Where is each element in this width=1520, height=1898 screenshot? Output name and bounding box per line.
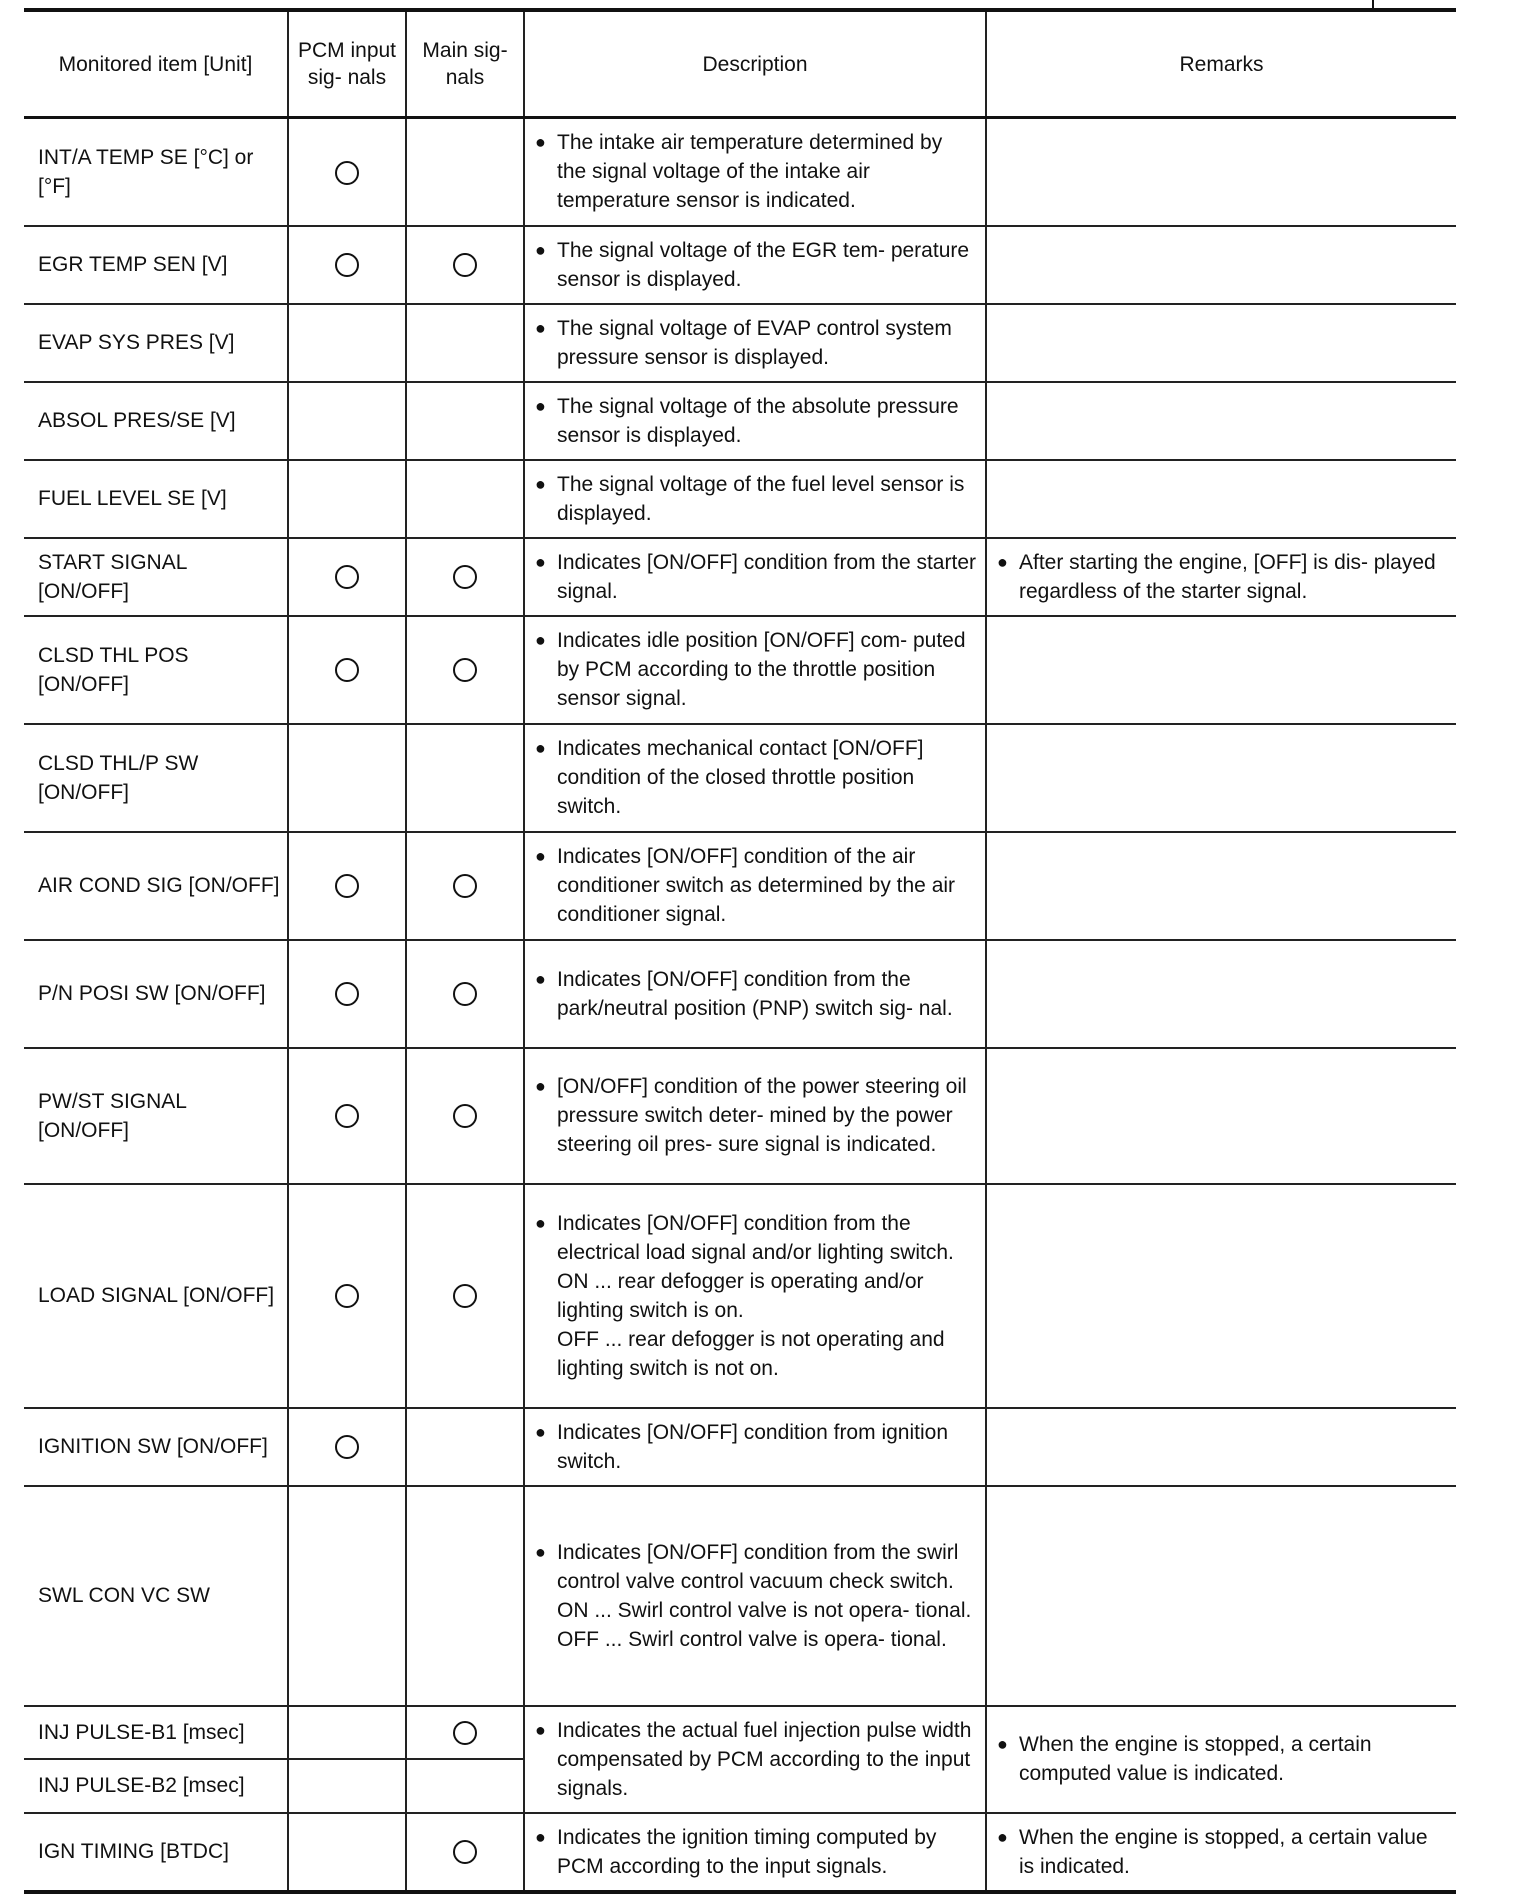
table-row xyxy=(24,832,1456,940)
table-row xyxy=(24,118,1456,226)
bullet-icon: ● xyxy=(535,1826,546,1847)
description-cell xyxy=(524,118,986,226)
monitored-item-cell: FUEL LEVEL SE [V] xyxy=(24,460,288,538)
remarks-cell xyxy=(986,1184,1456,1408)
remarks-cell xyxy=(986,1048,1456,1184)
bullet-text-block xyxy=(557,1538,977,1654)
header-main-signals: Main sig- nals xyxy=(406,12,524,118)
bullet-text: The signal voltage of the EGR tem- perature sensor is displayed. xyxy=(557,238,970,291)
monitored-item-cell: EVAP SYS PRES [V] xyxy=(24,304,288,382)
pcm-input-cell xyxy=(288,1706,406,1760)
main-signal-cell xyxy=(406,940,524,1048)
main-signal-cell xyxy=(406,382,524,460)
monitored-item-cell: START SIGNAL [ON/OFF] xyxy=(24,538,288,616)
main-signal-cell xyxy=(406,832,524,940)
pcm-input-cell xyxy=(288,616,406,724)
pcm-input-cell xyxy=(288,940,406,1048)
circle-mark-icon xyxy=(453,658,477,682)
bullet-text: Indicates the ignition timing computed by PCM according to the input signals. xyxy=(557,1825,937,1878)
bullet-icon: ● xyxy=(535,317,546,338)
bullet-text: Indicates [ON/OFF] condition from the electrical load signal and/or lighting switch. xyxy=(557,1211,954,1264)
circle-mark-icon xyxy=(453,1104,477,1128)
circle-mark-icon xyxy=(453,1840,477,1864)
circle-mark-icon xyxy=(335,1284,359,1308)
table-row xyxy=(24,1486,1456,1706)
monitored-item-cell: INJ PULSE-B1 [msec] xyxy=(24,1706,288,1760)
monitored-item-cell: P/N POSI SW [ON/OFF] xyxy=(24,940,288,1048)
remarks-cell xyxy=(986,940,1456,1048)
bullet-item xyxy=(535,548,977,606)
bullet-icon: ● xyxy=(535,1719,546,1740)
pcm-input-cell xyxy=(288,832,406,940)
description-cell xyxy=(524,1048,986,1184)
pcm-input-cell xyxy=(288,460,406,538)
monitored-item-cell: ABSOL PRES/SE [V] xyxy=(24,382,288,460)
bullet-text-block xyxy=(557,842,977,929)
main-signal-cell xyxy=(406,1048,524,1184)
bullet-icon: ● xyxy=(535,1212,546,1233)
circle-mark-icon xyxy=(453,1284,477,1308)
description-line: OFF ... rear defogger is not operating and lighting switch is not on. xyxy=(557,1327,945,1380)
bullet-text-block xyxy=(1019,1730,1448,1788)
circle-mark-icon xyxy=(453,253,477,277)
monitored-item-cell: EGR TEMP SEN [V] xyxy=(24,226,288,304)
description-cell xyxy=(524,1486,986,1706)
description-cell xyxy=(524,940,986,1048)
table-row xyxy=(24,1813,1456,1892)
bullet-text-block xyxy=(557,965,977,1023)
monitored-item-cell: LOAD SIGNAL [ON/OFF] xyxy=(24,1184,288,1408)
table-row xyxy=(24,1706,1456,1760)
remarks-cell xyxy=(986,1813,1456,1892)
monitored-item-cell: INJ PULSE-B2 [msec] xyxy=(24,1759,288,1813)
main-signal-cell xyxy=(406,1408,524,1486)
bullet-text-block xyxy=(557,734,977,821)
main-signal-cell xyxy=(406,1486,524,1706)
bullet-item xyxy=(535,470,977,528)
bullet-text-block xyxy=(557,392,977,450)
bullet-icon: ● xyxy=(535,1421,546,1442)
bullet-text-block xyxy=(557,128,977,215)
pcm-input-cell xyxy=(288,1813,406,1892)
description-cell xyxy=(524,724,986,832)
bullet-icon: ● xyxy=(535,738,546,758)
main-signal-cell xyxy=(406,304,524,382)
pcm-input-cell xyxy=(288,1486,406,1706)
monitored-item-cell: CLSD THL/P SW [ON/OFF] xyxy=(24,724,288,832)
bullet-icon: ● xyxy=(997,551,1008,572)
bullet-text-block xyxy=(1019,1823,1448,1881)
main-signal-cell xyxy=(406,616,524,724)
monitored-item-cell: AIR COND SIG [ON/OFF] xyxy=(24,832,288,940)
bullet-item xyxy=(997,1823,1448,1881)
bullet-text-block xyxy=(557,1209,977,1383)
bullet-icon: ● xyxy=(535,239,546,260)
description-line: ON ... Swirl control valve is not opera- tional. xyxy=(557,1598,972,1622)
circle-mark-icon xyxy=(335,982,359,1006)
bullet-text-block xyxy=(557,470,977,528)
bullet-text: [ON/OFF] condition of the power steering oil pressure switch deter- mined by the power steering oil pres- sure signal is indicated. xyxy=(557,1075,967,1156)
table-row xyxy=(24,940,1456,1048)
monitored-items-table xyxy=(24,12,1456,1894)
bullet-item xyxy=(535,1072,977,1159)
remarks-cell xyxy=(986,1486,1456,1706)
pcm-input-cell xyxy=(288,118,406,226)
main-signal-cell xyxy=(406,1706,524,1760)
pcm-input-cell xyxy=(288,382,406,460)
bullet-icon: ● xyxy=(535,473,546,494)
remarks-cell xyxy=(986,1706,1456,1813)
bullet-icon: ● xyxy=(535,1541,546,1562)
header-description: Description xyxy=(524,12,986,118)
description-cell xyxy=(524,538,986,616)
description-line: OFF ... Swirl control valve is opera- tional. xyxy=(557,1627,947,1651)
pcm-input-cell xyxy=(288,724,406,832)
bullet-text: The signal voltage of the absolute pressure sensor is displayed. xyxy=(557,394,959,447)
circle-mark-icon xyxy=(335,1104,359,1128)
monitored-item-cell: SWL CON VC SW xyxy=(24,1486,288,1706)
bullet-icon: ● xyxy=(997,1734,1008,1754)
bullet-text: The intake air temperature determined by the signal voltage of the intake air temperature sensor is indicated. xyxy=(557,131,943,213)
pcm-input-cell xyxy=(288,538,406,616)
circle-mark-icon xyxy=(335,874,359,898)
bullet-text-block xyxy=(557,548,977,606)
description-cell xyxy=(524,304,986,382)
description-line: ON ... rear defogger is operating and/or lighting switch is on. xyxy=(557,1269,924,1322)
remarks-cell xyxy=(986,118,1456,226)
description-cell xyxy=(524,226,986,304)
bullet-text: When the engine is stopped, a certain value is indicated. xyxy=(1019,1825,1428,1878)
table-row xyxy=(24,616,1456,724)
circle-mark-icon xyxy=(453,982,477,1006)
pcm-input-cell xyxy=(288,1759,406,1813)
bullet-icon: ● xyxy=(535,846,546,866)
table-row xyxy=(24,304,1456,382)
bullet-text-block xyxy=(557,314,977,372)
table-row xyxy=(24,1048,1456,1184)
pcm-input-cell xyxy=(288,1408,406,1486)
bullet-text: Indicates [ON/OFF] condition from the starter signal. xyxy=(557,550,976,603)
pcm-input-cell xyxy=(288,226,406,304)
bullet-text: Indicates the actual fuel injection pulse width compensated by PCM according to the input signals. xyxy=(557,1718,972,1800)
table-row xyxy=(24,538,1456,616)
monitored-item-cell: INT/A TEMP SE [°C] or [°F] xyxy=(24,118,288,226)
bullet-text-block xyxy=(557,626,977,713)
bullet-text: The signal voltage of the fuel level sensor is displayed. xyxy=(557,472,965,525)
bullet-icon: ● xyxy=(535,1076,546,1096)
header-monitored-item: Monitored item [Unit] xyxy=(24,12,288,118)
bullet-item xyxy=(535,734,977,821)
bullet-item xyxy=(535,1823,977,1881)
description-cell xyxy=(524,1813,986,1892)
circle-mark-icon xyxy=(453,874,477,898)
bullet-item xyxy=(535,965,977,1023)
bullet-text: Indicates [ON/OFF] condition from the park/neutral position (PNP) switch sig- nal. xyxy=(557,967,953,1020)
monitored-item-cell: IGN TIMING [BTDC] xyxy=(24,1813,288,1892)
remarks-cell xyxy=(986,1408,1456,1486)
table-row xyxy=(24,1184,1456,1408)
bullet-icon: ● xyxy=(535,395,546,416)
bullet-item xyxy=(535,1209,977,1383)
bullet-text-block xyxy=(557,1418,977,1476)
bullet-item xyxy=(535,314,977,372)
main-signal-cell xyxy=(406,1184,524,1408)
remarks-cell xyxy=(986,538,1456,616)
description-cell xyxy=(524,616,986,724)
bullet-text-block xyxy=(1019,548,1448,606)
bullet-icon: ● xyxy=(535,630,546,650)
remarks-cell xyxy=(986,382,1456,460)
circle-mark-icon xyxy=(335,253,359,277)
bullet-text: When the engine is stopped, a certain computed value is indicated. xyxy=(1019,1733,1372,1785)
header-row xyxy=(24,12,1456,118)
bullet-text: Indicates [ON/OFF] condition from ignition switch. xyxy=(557,1420,948,1473)
main-signal-cell xyxy=(406,538,524,616)
bullet-item xyxy=(535,1716,977,1803)
monitored-item-cell: PW/ST SIGNAL [ON/OFF] xyxy=(24,1048,288,1184)
table-row xyxy=(24,226,1456,304)
main-signal-cell xyxy=(406,226,524,304)
bullet-item xyxy=(535,626,977,713)
table-body xyxy=(24,118,1456,1892)
remarks-cell xyxy=(986,724,1456,832)
bullet-text: The signal voltage of EVAP control system pressure sensor is displayed. xyxy=(557,316,952,369)
circle-mark-icon xyxy=(453,1721,477,1745)
bullet-text: After starting the engine, [OFF] is dis- played regardless of the starter signal. xyxy=(1019,550,1436,603)
remarks-cell xyxy=(986,616,1456,724)
remarks-cell xyxy=(986,226,1456,304)
bullet-item xyxy=(535,842,977,929)
bullet-icon: ● xyxy=(535,968,546,989)
edge-tick-mark xyxy=(1372,0,1374,10)
bullet-text: Indicates [ON/OFF] condition of the air conditioner switch as determined by the air conditioner signal. xyxy=(557,845,956,926)
circle-mark-icon xyxy=(453,565,477,589)
header-pcm-input-signals: PCM input sig- nals xyxy=(288,12,406,118)
circle-mark-icon xyxy=(335,565,359,589)
bullet-icon: ● xyxy=(535,132,546,153)
bullet-item xyxy=(535,1538,977,1654)
description-cell xyxy=(524,1184,986,1408)
bullet-text-block xyxy=(557,236,977,294)
circle-mark-icon xyxy=(335,1435,359,1459)
monitored-item-cell: IGNITION SW [ON/OFF] xyxy=(24,1408,288,1486)
remarks-cell xyxy=(986,832,1456,940)
bullet-text: Indicates idle position [ON/OFF] com- puted by PCM according to the throttle position sensor signal. xyxy=(557,629,966,710)
description-cell xyxy=(524,382,986,460)
bullet-item xyxy=(535,392,977,450)
bullet-text: Indicates mechanical contact [ON/OFF] condition of the closed throttle position switch. xyxy=(557,737,924,818)
bullet-text-block xyxy=(557,1823,977,1881)
bullet-item xyxy=(535,1418,977,1476)
bullet-text-block xyxy=(557,1716,977,1803)
description-cell xyxy=(524,1408,986,1486)
description-cell xyxy=(524,460,986,538)
main-signal-cell xyxy=(406,1813,524,1892)
table-row xyxy=(24,1408,1456,1486)
main-signal-cell xyxy=(406,1759,524,1813)
table-row xyxy=(24,460,1456,538)
table-row xyxy=(24,382,1456,460)
bullet-text-block xyxy=(557,1072,977,1159)
description-cell xyxy=(524,832,986,940)
table-row xyxy=(24,724,1456,832)
bullet-item xyxy=(997,1730,1448,1788)
header-remarks: Remarks xyxy=(986,12,1456,118)
bullet-icon: ● xyxy=(535,551,546,572)
pcm-input-cell xyxy=(288,1184,406,1408)
pcm-input-cell xyxy=(288,1048,406,1184)
bullet-item xyxy=(997,548,1448,606)
remarks-cell xyxy=(986,460,1456,538)
bullet-text: Indicates [ON/OFF] condition from the swirl control valve control vacuum check switch. xyxy=(557,1540,959,1593)
bullet-item xyxy=(535,128,977,215)
remarks-cell xyxy=(986,304,1456,382)
circle-mark-icon xyxy=(335,658,359,682)
bullet-icon: ● xyxy=(997,1826,1008,1847)
monitored-item-cell: CLSD THL POS [ON/OFF] xyxy=(24,616,288,724)
main-signal-cell xyxy=(406,118,524,226)
main-signal-cell xyxy=(406,724,524,832)
main-signal-cell xyxy=(406,460,524,538)
pcm-input-cell xyxy=(288,304,406,382)
bullet-item xyxy=(535,236,977,294)
circle-mark-icon xyxy=(335,161,359,185)
description-cell xyxy=(524,1706,986,1813)
